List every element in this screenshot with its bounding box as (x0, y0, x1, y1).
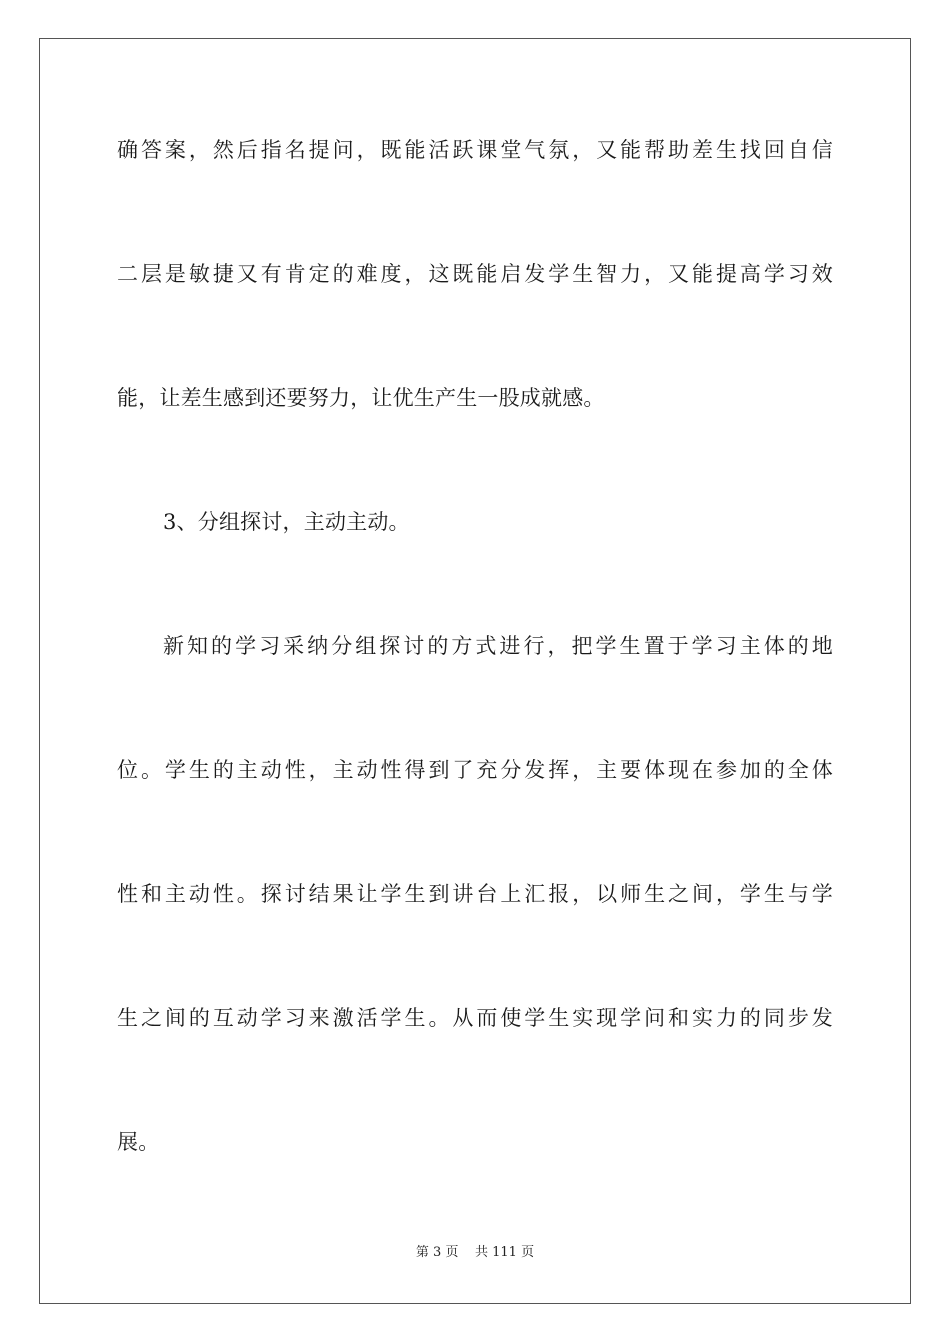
body-text-line-6: 位。学生的主动性，主动性得到了充分发挥，主要体现在参加的全体 (117, 758, 833, 782)
body-text-line-3: 能，让差生感到还要努力，让优生产生一股成就感。 (117, 386, 605, 410)
page-number: 第 3 页 (415, 1245, 459, 1260)
body-text-line-5: 新知的学习采纳分组探讨的方式进行，把学生置于学习主体的地 (163, 634, 833, 658)
body-text-line-9: 展。 (117, 1130, 160, 1154)
section-heading: 3、分组探讨，主动主动。 (163, 510, 410, 534)
body-text-line-7: 性和主动性。探讨结果让学生到讲台上汇报，以师生之间，学生与学 (117, 882, 833, 906)
page-border (39, 38, 911, 1304)
page-total: 共 111 页 (475, 1245, 535, 1260)
body-text-line-1: 确答案，然后指名提问，既能活跃课堂气氛，又能帮助差生找回自信 (117, 138, 833, 162)
page-footer (0, 1244, 950, 1262)
body-text-line-2: 二层是敏捷又有肯定的难度，这既能启发学生智力，又能提高学习效 (117, 262, 833, 286)
body-text-line-8: 生之间的互动学习来激活学生。从而使学生实现学问和实力的同步发 (117, 1006, 833, 1030)
